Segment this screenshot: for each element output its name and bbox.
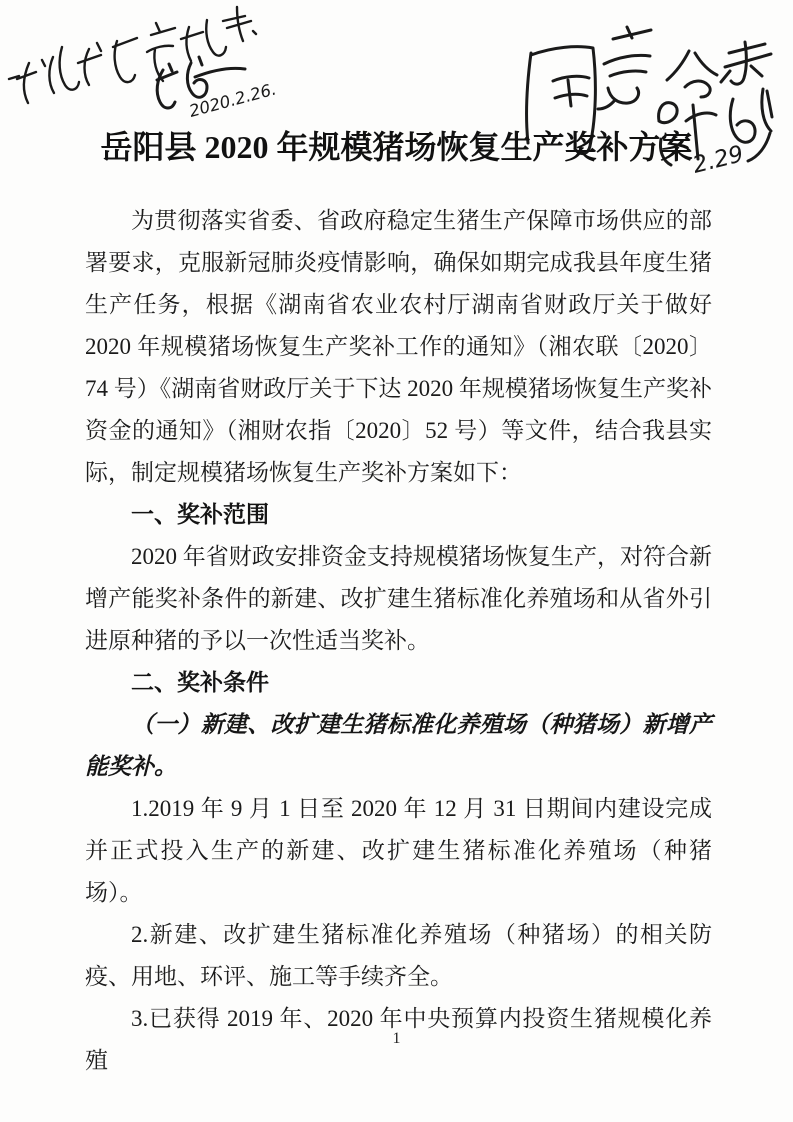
handwritten-date-left: 2020.2.26. — [187, 79, 279, 121]
paragraph-condition-item-3: 3.已获得 2019 年、2020 年中央预算内投资生猪规模化养殖 — [85, 1006, 712, 1073]
paragraph-intro: 为贯彻落实省委、省政府稳定生猪生产保障市场供应的部署要求，克服新冠肺炎疫情影响，确保如期完成我县年度生猪生产任务，根据《湖南省农业农村厅湖南省财政厅关于做好 2020 年规模猪场恢复生产奖补工作的通知》（湘农联〔2020〕74 号）《湖南省财政厅关于下达 2020 年规模猪场恢复生产奖补资金的通知》（湘财农指〔2020〕52 号）等文件，结合我县实际，制定规模猪场恢复生产奖补方案如下： — [85, 208, 712, 485]
paragraph-condition-subheading: （一）新建、改扩建生猪标准化养殖场（种猪场）新增产能奖补。 — [85, 712, 712, 779]
section-heading-conditions: 二、奖补条件 — [131, 670, 269, 695]
document-title: 岳阳县 2020 年规模猪场恢复生产奖补方案 — [100, 129, 693, 165]
document-body — [85, 200, 712, 1082]
handwriting-scribble — [9, 7, 256, 103]
section-heading-scope: 一、奖补范围 — [131, 502, 269, 527]
handwritten-date-right: 2.29 — [690, 141, 747, 179]
paragraph-scope: 2020 年省财政安排资金支持规模猪场恢复生产，对符合新增产能奖补条件的新建、改扩建生猪标准化养殖场和从省外引进原种猪的予以一次性适当奖补。 — [85, 544, 712, 653]
paragraph-condition-item-1: 1.2019 年 9 月 1 日至 2020 年 12 月 31 日期间内建设完成并正式投入生产的新建、改扩建生猪标准化养殖场（种猪场）。 — [85, 796, 712, 905]
handwritten-note-right — [495, 25, 793, 215]
page-number: 1 — [392, 1030, 401, 1047]
paragraph-condition-item-2: 2.新建、改扩建生猪标准化养殖场（种猪场）的相关防疫、用地、环评、施工等手续齐全。 — [85, 922, 712, 989]
